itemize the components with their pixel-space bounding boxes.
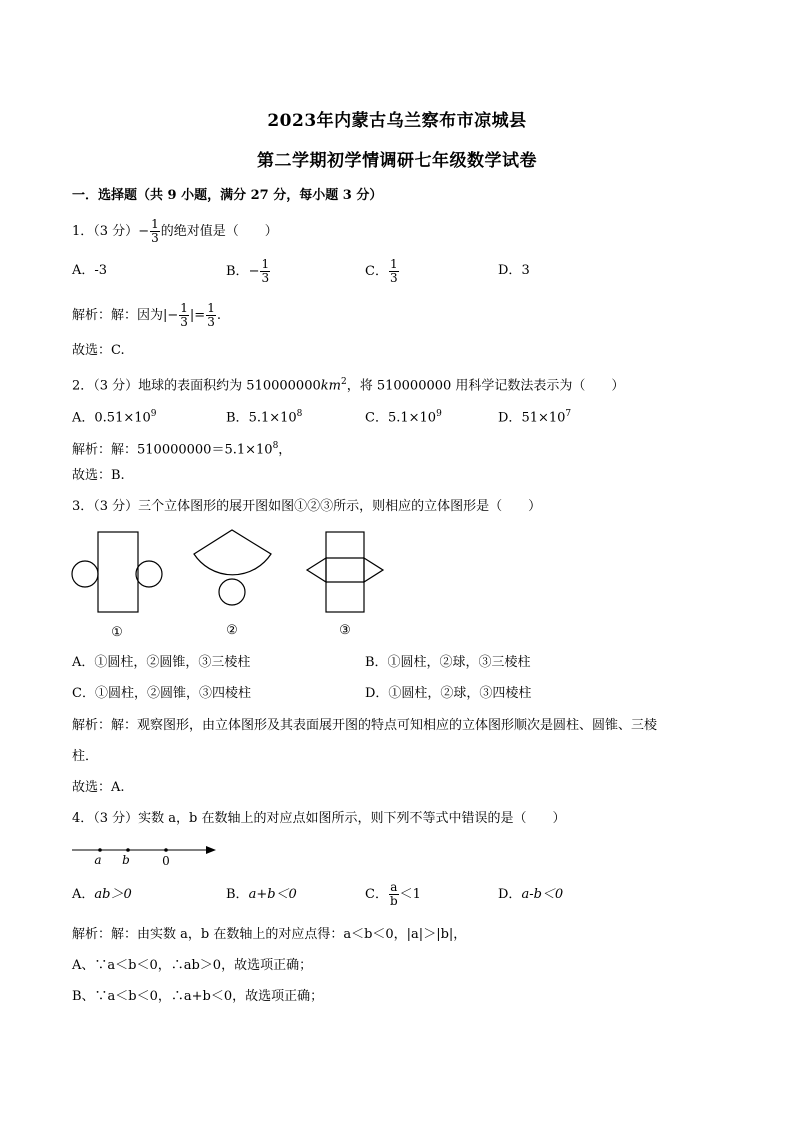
frac-num: 1 <box>261 257 270 271</box>
option-base: 5.1×10 <box>387 410 437 426</box>
analysis-tail: ， <box>278 442 292 458</box>
question-3-stem: 3．（3 分）三个立体图形的展开图如图①②③所示，则相应的立体图形是（ ） <box>72 499 542 514</box>
q4-analysis-line2: A、∵a＜b＜0，∴ab＞0，故选项正确； <box>72 958 313 973</box>
q1-analysis <box>72 302 221 329</box>
option-exp: 7 <box>565 409 572 419</box>
question-4-stem: 4．（3 分）实数 a，b 在数轴上的对应点如图所示，则下列不等式中错误的是（ ） <box>72 811 566 826</box>
exam-title-line1: 2023年内蒙古乌兰察布市凉城县 <box>267 111 527 131</box>
q4-number-line <box>70 840 230 872</box>
frac-num: 1 <box>389 257 398 271</box>
q2-option-a[interactable] <box>72 405 157 427</box>
axis-label-a: a <box>94 853 102 867</box>
option-label: A． <box>72 410 95 426</box>
q2-option-b[interactable] <box>226 405 302 427</box>
frac-den: b <box>389 894 398 908</box>
net-cone <box>194 530 271 605</box>
fig-label-2: ② <box>226 623 238 638</box>
option-exp: 8 <box>296 409 303 419</box>
option-fraction <box>389 881 399 908</box>
q2-analysis <box>72 437 291 459</box>
frac-den: 3 <box>207 315 215 329</box>
q1-answer: 故选：C. <box>72 343 125 358</box>
option-base: 0.51×10 <box>94 410 151 426</box>
option-label: B． <box>226 264 249 279</box>
section-heading: 一．选择题（共 9 小题，满分 27 分，每小题 3 分） <box>72 188 383 203</box>
q4-option-c[interactable] <box>365 881 421 908</box>
q2-option-c[interactable] <box>365 405 442 427</box>
option-label: A． <box>72 263 95 278</box>
option-text: a-b＜0 <box>521 887 564 902</box>
analysis-base: 解析：解：510000000＝5.1×10 <box>72 442 273 458</box>
net-cylinder <box>72 532 162 612</box>
option-exp: 9 <box>150 409 157 419</box>
q2-stem-tail: ，将 510000000 用科学记数法表示为（ ） <box>346 378 625 394</box>
q1-option-a[interactable] <box>72 262 107 280</box>
option-fraction <box>389 258 399 285</box>
analysis-prefix: 解析：解：因为|− <box>72 308 179 323</box>
frac-num: a <box>390 880 398 894</box>
q3-analysis-line2: 柱． <box>72 749 99 764</box>
frac-den: 3 <box>261 271 270 285</box>
q1-fraction <box>150 218 160 245</box>
q3-answer: 故选：A. <box>72 780 125 795</box>
option-text: a+b＜0 <box>248 887 297 902</box>
q2-option-d[interactable] <box>498 405 571 427</box>
option-label: C． <box>365 887 388 902</box>
q3-analysis-line1: 解析：解：观察图形，由立体图形及其表面展开图的特点可知相应的立体图形顺次是圆柱、圆锥、三棱 <box>72 718 658 733</box>
analysis-mid: |= <box>189 308 206 323</box>
q3-option-d[interactable]: D．①圆柱，②球，③四棱柱 <box>365 686 532 701</box>
option-label: D． <box>498 887 522 902</box>
frac-den: 3 <box>389 271 398 285</box>
option-text: 3 <box>521 263 530 278</box>
q3-option-b[interactable]: B．①圆柱，②球，③三棱柱 <box>365 655 531 670</box>
q1-stem-tail: 的绝对值是（ ） <box>160 224 278 239</box>
q4-option-d[interactable] <box>498 886 563 904</box>
option-label: B． <box>226 887 249 902</box>
q3-option-a[interactable]: A．①圆柱，②圆锥，③三棱柱 <box>72 655 251 670</box>
analysis-fraction-2 <box>206 302 216 329</box>
frac-num: 1 <box>207 301 215 315</box>
option-text: -3 <box>94 263 108 278</box>
question-2-stem <box>72 373 624 395</box>
question-1-stem <box>72 218 278 245</box>
option-base: 5.1×10 <box>248 410 297 426</box>
q4-analysis-line1: 解析：解：由实数 a，b 在数轴上的对应点得：a＜b＜0，|a|＞|b|， <box>72 927 467 942</box>
option-label: C． <box>365 264 388 279</box>
option-label: C． <box>365 410 388 426</box>
q1-neg: − <box>138 224 150 239</box>
q1-option-d[interactable] <box>498 262 530 280</box>
option-label: D． <box>498 410 522 426</box>
option-tail: ＜1 <box>399 887 421 902</box>
q1-frac-den: 3 <box>151 231 159 245</box>
q4-option-b[interactable] <box>226 886 297 904</box>
q4-analysis-line3: B、∵a＜b＜0，∴a+b＜0，故选项正确； <box>72 989 324 1004</box>
option-text: ab＞0 <box>94 887 132 902</box>
option-neg: − <box>248 264 260 279</box>
q2-answer: 故选：B. <box>72 468 125 483</box>
option-base: 51×10 <box>521 410 566 426</box>
option-label: B． <box>226 410 249 426</box>
analysis-fraction-1 <box>179 302 189 329</box>
q1-option-b[interactable] <box>226 258 271 285</box>
q1-option-c[interactable] <box>365 258 400 285</box>
q4-option-a[interactable] <box>72 886 132 904</box>
analysis-end: . <box>216 308 221 323</box>
fig-label-3: ③ <box>339 623 351 638</box>
axis-label-zero: 0 <box>162 854 170 868</box>
q2-unit-sup: 2 <box>340 377 347 387</box>
frac-den: 3 <box>180 315 188 329</box>
q2-stem-head: 2．（3 分）地球的表面积约为 510000000 <box>72 378 321 394</box>
option-label: D． <box>498 263 522 278</box>
axis-label-b: b <box>122 853 130 867</box>
exam-title-line2: 第二学期初学情调研七年级数学试卷 <box>257 151 537 171</box>
q1-frac-num: 1 <box>151 217 159 231</box>
option-exp: 9 <box>436 409 442 419</box>
frac-num: 1 <box>180 301 188 315</box>
net-prism <box>307 532 383 612</box>
option-fraction <box>260 258 270 285</box>
fig-label-1: ① <box>111 625 123 640</box>
q3-option-c[interactable]: C．①圆柱，②圆锥，③四棱柱 <box>72 686 251 701</box>
q3-nets-figure <box>60 520 400 645</box>
q1-prefix: 1．（3 分） <box>72 224 139 239</box>
q2-unit: km <box>320 378 341 394</box>
analysis-exp: 8 <box>272 441 279 451</box>
option-label: A． <box>72 887 95 902</box>
